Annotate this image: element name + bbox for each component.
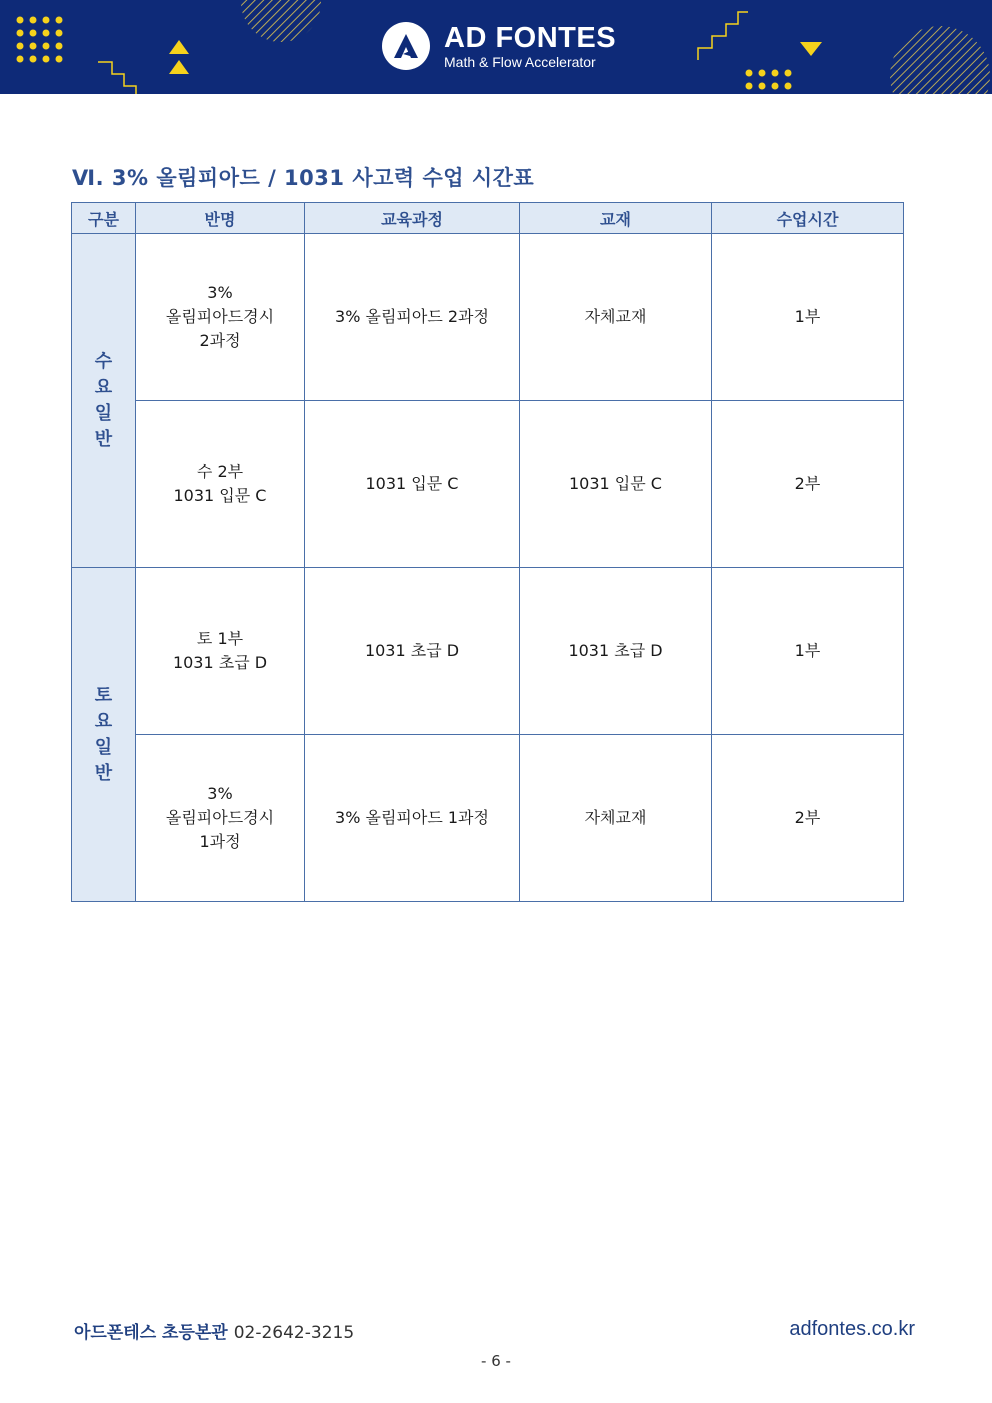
day-group-saturday: [72, 568, 136, 902]
schedule-table: [71, 202, 904, 902]
page-number: - 6 -: [481, 1352, 511, 1370]
day-char: 수: [94, 350, 113, 372]
textbook-cell: 자체교재: [520, 234, 712, 401]
header-category: 구분: [72, 203, 136, 234]
stairs-right: [698, 12, 748, 60]
header-banner: [0, 0, 992, 94]
header-course: 교육과정: [305, 203, 520, 234]
dot-grid-left: [17, 17, 63, 63]
class-name-cell: [136, 401, 305, 568]
course-cell: 1031 입문 C: [305, 401, 520, 568]
class-time-cell: 2부: [712, 735, 904, 902]
header-class-time: 수업시간: [712, 203, 904, 234]
class-name-line: 올림피아드경시: [165, 307, 275, 326]
triangle-up-2: [169, 60, 189, 74]
day-char: 일: [94, 402, 113, 424]
stairs-left: [98, 62, 136, 94]
table-row: [72, 568, 904, 735]
course-cell: 3% 올림피아드 2과정: [305, 234, 520, 401]
class-name-cell: [136, 735, 305, 902]
footer-website: adfontes.co.kr: [789, 1318, 915, 1340]
class-name-line: 토 1부: [196, 629, 244, 648]
triangle-down: [800, 42, 822, 56]
brand-subtitle: Math & Flow Accelerator: [444, 53, 596, 70]
day-char: 반: [94, 762, 113, 784]
textbook-cell: 자체교재: [520, 735, 712, 902]
day-group-wednesday: [72, 234, 136, 568]
day-char: 반: [94, 428, 113, 450]
class-name-line: 1과정: [199, 832, 241, 851]
brand-logo: [382, 22, 616, 70]
table-row: [72, 401, 904, 568]
class-name-line: 3%: [207, 784, 233, 803]
logo-a-icon: [382, 22, 430, 70]
textbook-cell: 1031 입문 C: [520, 401, 712, 568]
footer-contact: [74, 1318, 354, 1343]
day-char: 일: [94, 736, 113, 758]
class-time-cell: 1부: [712, 234, 904, 401]
day-char: 토: [94, 684, 113, 706]
table-row: [72, 735, 904, 902]
table-header-row: [72, 203, 904, 234]
table-row: [72, 234, 904, 401]
class-time-cell: 1부: [712, 568, 904, 735]
class-name-line: 수 2부: [196, 462, 244, 481]
footer-phone: 02-2642-3215: [233, 1323, 355, 1343]
section-title: Ⅵ. 3% 올림피아드 / 1031 사고력 수업 시간표: [72, 166, 535, 190]
class-name-cell: [136, 568, 305, 735]
hatched-circle-top: [241, 0, 321, 42]
class-name-line: 올림피아드경시: [165, 808, 275, 827]
class-name-line: 1031 초급 D: [172, 653, 268, 672]
day-char: 요: [94, 376, 113, 398]
footer-org-name: 아드폰테스 초등본관: [74, 1323, 228, 1343]
class-name-line: 3%: [207, 283, 233, 302]
class-name-cell: [136, 234, 305, 401]
brand-title: AD FONTES: [444, 21, 617, 54]
dot-grid-right: [746, 70, 792, 90]
triangle-up-1: [169, 40, 189, 54]
header-class-name: 반명: [136, 203, 305, 234]
hatched-circle-right: [890, 26, 990, 94]
header-textbook: 교재: [520, 203, 712, 234]
class-time-cell: 2부: [712, 401, 904, 568]
day-char: 요: [94, 710, 113, 732]
class-name-line: 1031 입문 C: [173, 486, 267, 505]
textbook-cell: 1031 초급 D: [520, 568, 712, 735]
class-name-line: 2과정: [199, 331, 241, 350]
course-cell: 3% 올림피아드 1과정: [305, 735, 520, 902]
course-cell: 1031 초급 D: [305, 568, 520, 735]
